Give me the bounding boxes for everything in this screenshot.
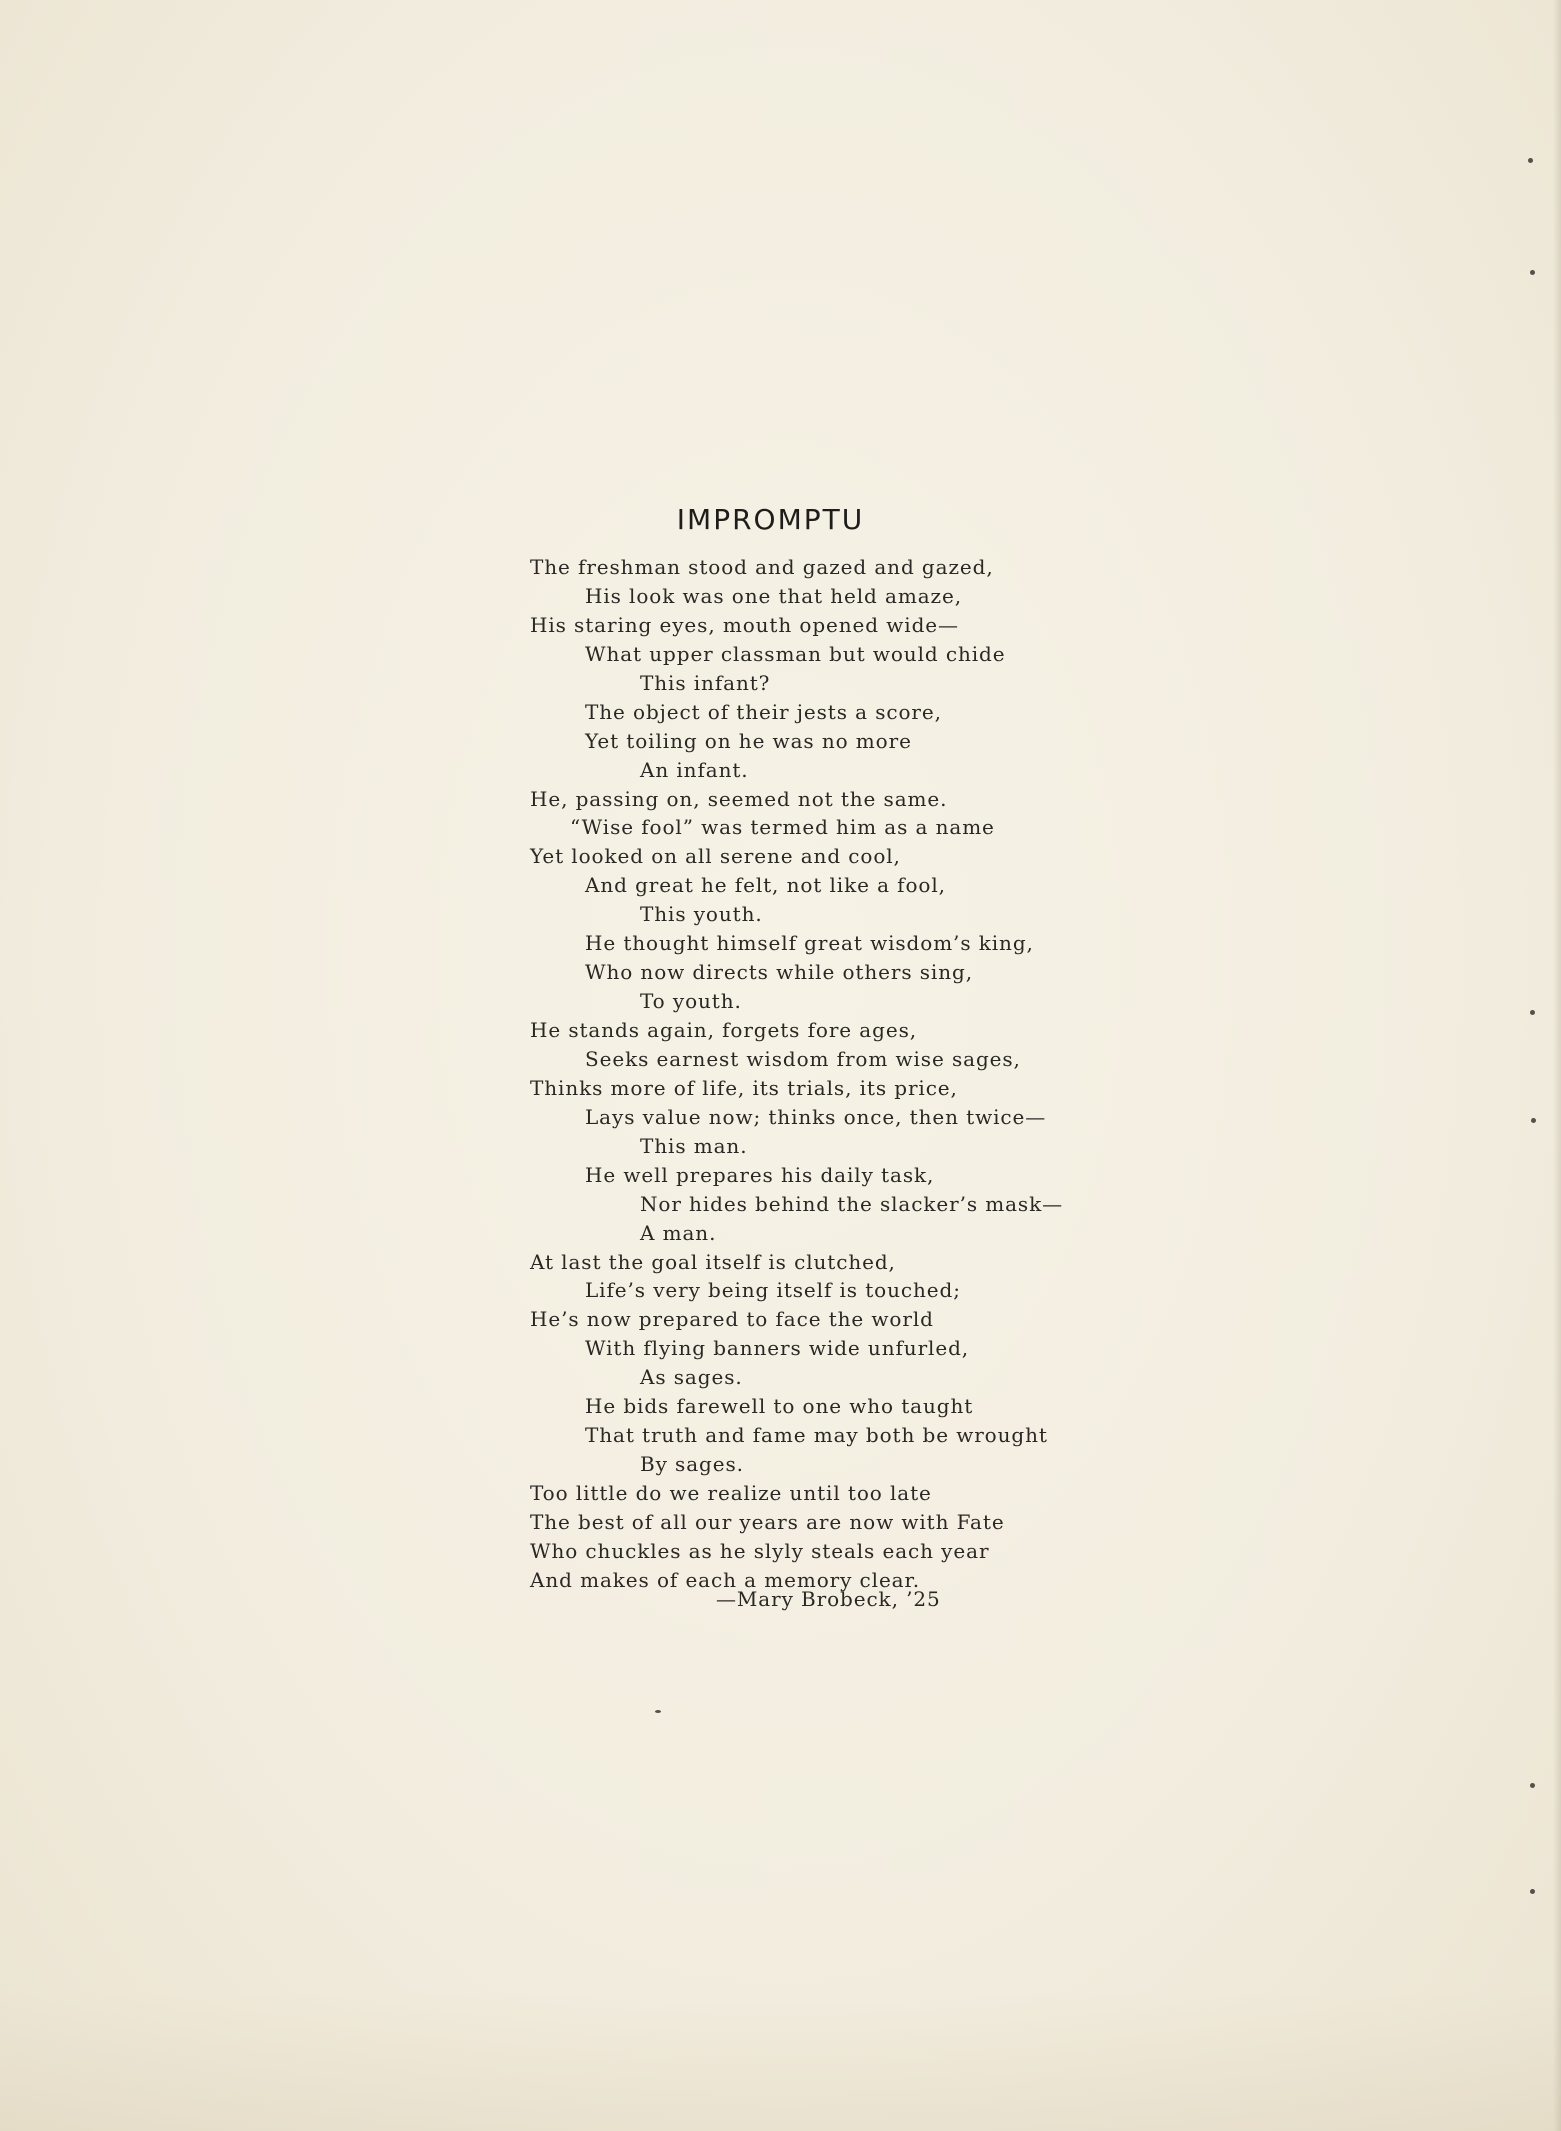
poem-line: Seeks earnest wisdom from wise sages, (585, 1046, 1021, 1071)
poem-line: He well prepares his daily task, (585, 1162, 935, 1187)
margin-speck (1531, 1118, 1536, 1123)
poem-line: This youth. (640, 902, 763, 927)
poem-title (0, 503, 1561, 536)
poem-line: “Wise fool” was termed him as a name (570, 815, 995, 840)
poem-line: The object of their jests a score, (585, 699, 942, 724)
poem-line: And great he felt, not like a fool, (585, 873, 946, 898)
poem-line: That truth and fame may both be wrought (585, 1423, 1048, 1448)
poem-line: He, passing on, seemed not the same. (530, 786, 948, 811)
poem-line: Who now directs while others sing, (585, 960, 973, 985)
poem-line: His staring eyes, mouth opened wide— (530, 612, 959, 637)
poem-line: What upper classman but would chide (585, 641, 1006, 666)
poem-line: Thinks more of life, its trials, its price, (530, 1075, 958, 1100)
poem-line: Nor hides behind the slacker’s mask— (640, 1191, 1064, 1216)
margin-speck (1528, 158, 1533, 163)
poem-line: He’s now prepared to face the world (530, 1307, 934, 1332)
poem-body (530, 553, 1090, 1595)
poem-line: His look was one that held amaze, (585, 583, 962, 608)
poem-line: Lays value now; thinks once, then twice— (585, 1104, 1047, 1129)
poem-line: Too little do we realize until too late (530, 1481, 932, 1505)
poem-line: He thought himself great wisdom’s king, (585, 931, 1034, 956)
margin-speck (655, 1710, 661, 1713)
page-edge (1553, 0, 1561, 2131)
poem-attribution: —Mary Brobeck, ’25 (716, 1587, 941, 1611)
poem-line: With flying banners wide unfurled, (585, 1336, 970, 1361)
poem-line: By sages. (640, 1452, 744, 1477)
page-shade (0, 1991, 1561, 2131)
poem-line: As sages. (640, 1365, 743, 1390)
poem-line: Yet looked on all serene and cool, (530, 844, 901, 869)
poem-line: This man. (640, 1133, 748, 1158)
poem-line: Yet toiling on he was no more (585, 728, 912, 753)
poem-line: This infant? (640, 670, 771, 695)
margin-speck (1530, 1783, 1535, 1788)
margin-speck (1530, 1889, 1535, 1894)
poem-line: The best of all our years are now with Fate (530, 1509, 1005, 1534)
poem-line: The freshman stood and gazed and gazed, (530, 555, 994, 579)
margin-speck (1530, 1010, 1535, 1015)
poem-line: He bids farewell to one who taught (585, 1394, 974, 1419)
poem-line: To youth. (640, 989, 742, 1014)
poem-line: Life’s very being itself is touched; (585, 1278, 961, 1303)
margin-speck (1530, 270, 1535, 275)
poem-line: At last the goal itself is clutched, (530, 1249, 896, 1274)
poem-line: He stands again, forgets fore ages, (530, 1018, 917, 1042)
poem-line: And makes of each a memory clear. (530, 1567, 921, 1592)
poem-line: A man. (640, 1220, 717, 1245)
poem-title-text: IMPROMPTU (676, 503, 865, 536)
poem-line: An infant. (640, 757, 749, 782)
poem-line: Who chuckles as he slyly steals each year (530, 1538, 990, 1563)
